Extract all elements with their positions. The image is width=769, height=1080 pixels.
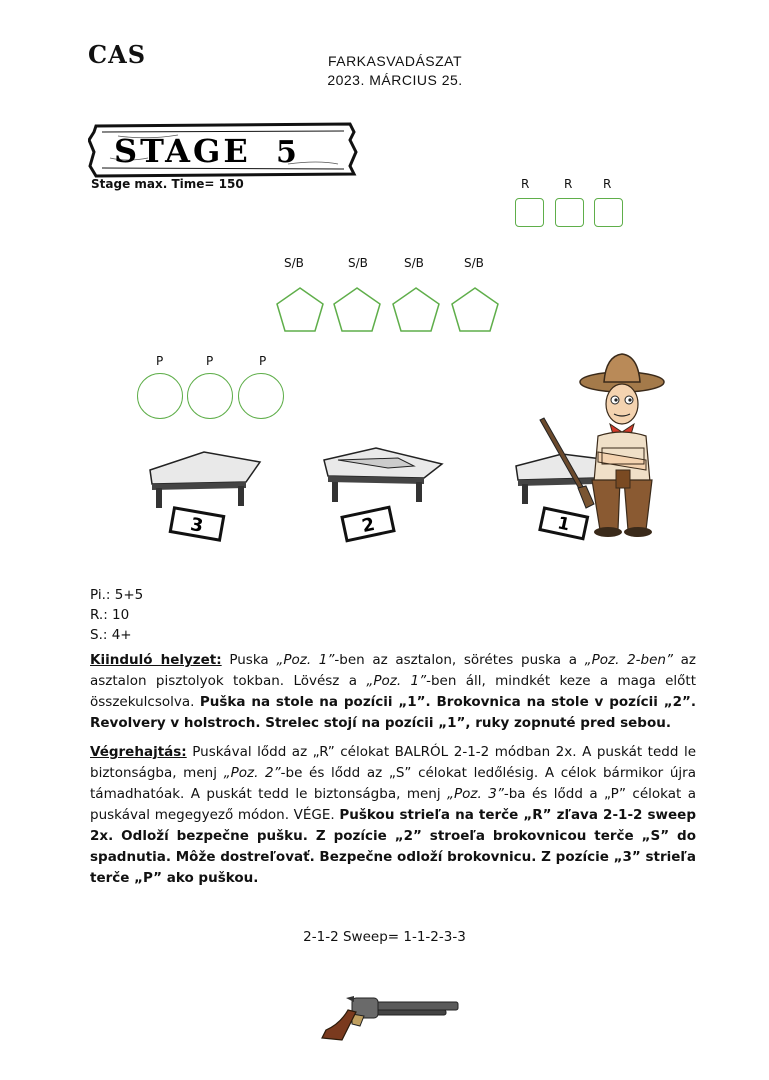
- rifle-target: [555, 198, 584, 227]
- shotgun-target: [393, 288, 439, 331]
- execution-hu-text: -ba és lődd a „P” célokat a puskával megegyező módon. VÉGE.: [90, 786, 696, 823]
- pistol-target-label: P: [156, 354, 164, 368]
- rifle-target: [594, 198, 623, 227]
- shotgun-target-label: S/B: [464, 256, 484, 270]
- shotgun-target: [334, 288, 380, 331]
- shotgun-target-label: S/B: [284, 256, 304, 270]
- round-counts: [90, 585, 143, 645]
- event-header: [270, 52, 520, 90]
- starting-position-text: [90, 650, 696, 734]
- shotgun-targets: [270, 284, 510, 336]
- rifle-target-label: R: [603, 177, 612, 191]
- pistol-target-label: P: [206, 354, 214, 368]
- event-name: FARKASVADÁSZAT: [327, 53, 463, 69]
- start-hu-text: -ben az asztalon, sörétes puska a: [334, 652, 585, 668]
- shotgun-target-label: S/B: [348, 256, 368, 270]
- start-hu-text: az asztalon pisztolyok tokban. Lövész a: [90, 652, 696, 689]
- start-hu-text: „Poz. 1”: [276, 652, 335, 668]
- execution-label: Végrehajtás:: [90, 744, 187, 760]
- execution-hu-text: „Poz. 3”: [447, 786, 504, 802]
- stage-number: 5: [276, 135, 297, 170]
- position-number: 3: [188, 514, 205, 537]
- shotgun-target: [277, 288, 323, 331]
- execution-hu-text: -be és lődd az „S” célokat ledőlésig. A célok bármikor újra támadhatóak. A puskát tedd le biztonságba, menj: [90, 765, 696, 802]
- execution-hu-text: „Poz. 2”: [223, 765, 281, 781]
- start-hu-text: Puska: [221, 652, 277, 668]
- rifle-count: R.: 10: [90, 607, 130, 623]
- event-date: 2023. MÁRCIUS 25.: [327, 72, 463, 88]
- table-position-3: [142, 448, 272, 546]
- pistol-target: [238, 373, 284, 419]
- execution-hu-text: Puskával lődd az „R” célokat BALRÓL 2-1-2 módban 2x. A puskát tedd le biztonságba, menj: [90, 744, 696, 781]
- start-sk-text: Puška na stole na pozícii „1”. Brokovnica na stole v pozícii „2”. Revolvery v holstroch. Strelec stojí na pozícii „1”, ruky zopnuté pred sebou.: [90, 694, 696, 731]
- start-hu-text: „Poz. 1”: [366, 673, 427, 689]
- rifle-target-label: R: [521, 177, 530, 191]
- stage-max-time: Stage max. Time= 150: [91, 177, 244, 191]
- pistol-target: [137, 373, 183, 419]
- shotgun-count: S.: 4+: [90, 627, 132, 643]
- sweep-note: 2-1-2 Sweep= 1-1-2-3-3: [303, 929, 466, 945]
- start-hu-text: -ben áll, mindkét keze a maga előtt összekulcsolva.: [90, 673, 696, 710]
- shotgun-target: [452, 288, 498, 331]
- rifle-target: [515, 198, 544, 227]
- cas-logo: CAS: [88, 40, 147, 69]
- pistol-count: Pi.: 5+5: [90, 587, 144, 603]
- stage-sign: [88, 122, 358, 178]
- table-position-2: [318, 446, 448, 546]
- position-number: 1: [555, 513, 572, 536]
- rifle-target-label: R: [564, 177, 573, 191]
- cowboy-shooter-illustration: [578, 352, 668, 537]
- position-number: 2: [360, 513, 377, 538]
- execution-sk-text: Puškou strieľa na terče „R” zľava 2-1-2 sweep 2x. Odloží bezpečne pušku. Z pozície „2” stroeľa brokovnicou terče „S” do spadnutia. Môže dostreľovať. Bezpečne odloží brokovnicu. Z pozície „3” strieľa terče „P” ako puškou.: [90, 807, 696, 886]
- stage-title: STAGE: [114, 132, 251, 170]
- pistol-target: [187, 373, 233, 419]
- shotgun-target-label: S/B: [404, 256, 424, 270]
- revolver-illustration: [316, 990, 461, 1042]
- starting-position-label: Kiinduló helyzet:: [90, 652, 222, 668]
- start-hu-text: „Poz. 2-ben”: [584, 652, 673, 668]
- pistol-target-label: P: [259, 354, 267, 368]
- execution-text: [90, 742, 696, 889]
